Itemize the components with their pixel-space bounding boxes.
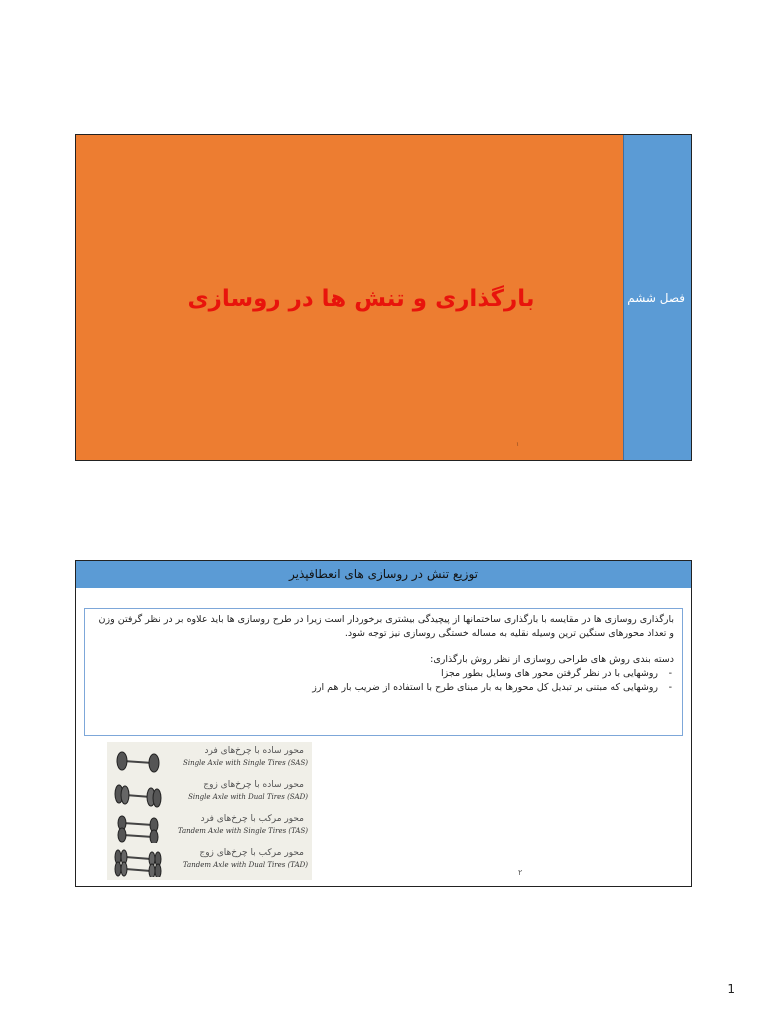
axle-label-fa: محور مرکب با چرخ‌های فرد [200, 814, 304, 824]
paragraph-2: دسته بندی روش های طراحی روسازی از نظر روش بارگذاری: [430, 654, 674, 665]
chapter-label: فصل ششم [627, 291, 685, 305]
axle-label-fa: محور ساده با چرخ‌های زوج [203, 780, 304, 790]
axle-row-sas [107, 743, 312, 777]
single-axle-dual-tires-icon [113, 781, 163, 809]
axle-label-en: Tandem Axle with Dual Tires (TAD) [182, 861, 308, 869]
axle-row-sad [107, 777, 312, 811]
axle-label-en: Single Axle with Single Tires (SAS) [183, 759, 308, 767]
slide-page-number: ۱ [516, 441, 520, 448]
slide-header: توزیع تنش در روسازی های انعطافپذیر [76, 561, 691, 588]
page-number: 1 [727, 982, 735, 996]
axle-types-figure [107, 742, 312, 880]
slide-1 [75, 134, 692, 461]
slide-page-number: ۲ [518, 868, 523, 877]
paragraph-1: بارگذاری روسازی ها در مقایسه با بارگذاری ساختمانها از پیچیدگی بیشتری برخوردار است زیرا در طرح روسازی ها باید علاوه بر در نظر گرفتن وزن و تعداد محورهای سنگین ترین وسیله نقلیه به مساله خستگی روسازی نیز توجه شود. [98, 614, 674, 639]
chapter-side-band [623, 135, 691, 460]
axle-row-tad [107, 845, 312, 879]
content-textbox [84, 608, 683, 736]
tandem-axle-dual-tires-icon [113, 849, 163, 877]
axle-label-en: Single Axle with Dual Tires (SAD) [188, 793, 308, 801]
axle-label-fa: محور ساده با چرخ‌های فرد [204, 746, 304, 756]
bullet-item: - روشهایی که مبتنی بر تبدیل کل محورها به بار مبنای طرح با استفاده از ضریب بار هم ارز [93, 681, 658, 695]
slide-title: بارگذاری و تنش ها در روسازی [187, 286, 535, 312]
axle-row-tas [107, 811, 312, 845]
axle-label-fa: محور مرکب با چرخ‌های زوج [199, 848, 304, 858]
slide-2 [75, 560, 692, 887]
bullet-item: - روشهایی با در نظر گرفتن محور های وسایل بطور مجزا [93, 667, 658, 681]
tandem-axle-single-tires-icon [113, 815, 163, 843]
axle-label-en: Tandem Axle with Single Tires (TAS) [177, 827, 308, 835]
single-axle-single-tires-icon [113, 747, 163, 775]
bullet-list [93, 667, 674, 695]
